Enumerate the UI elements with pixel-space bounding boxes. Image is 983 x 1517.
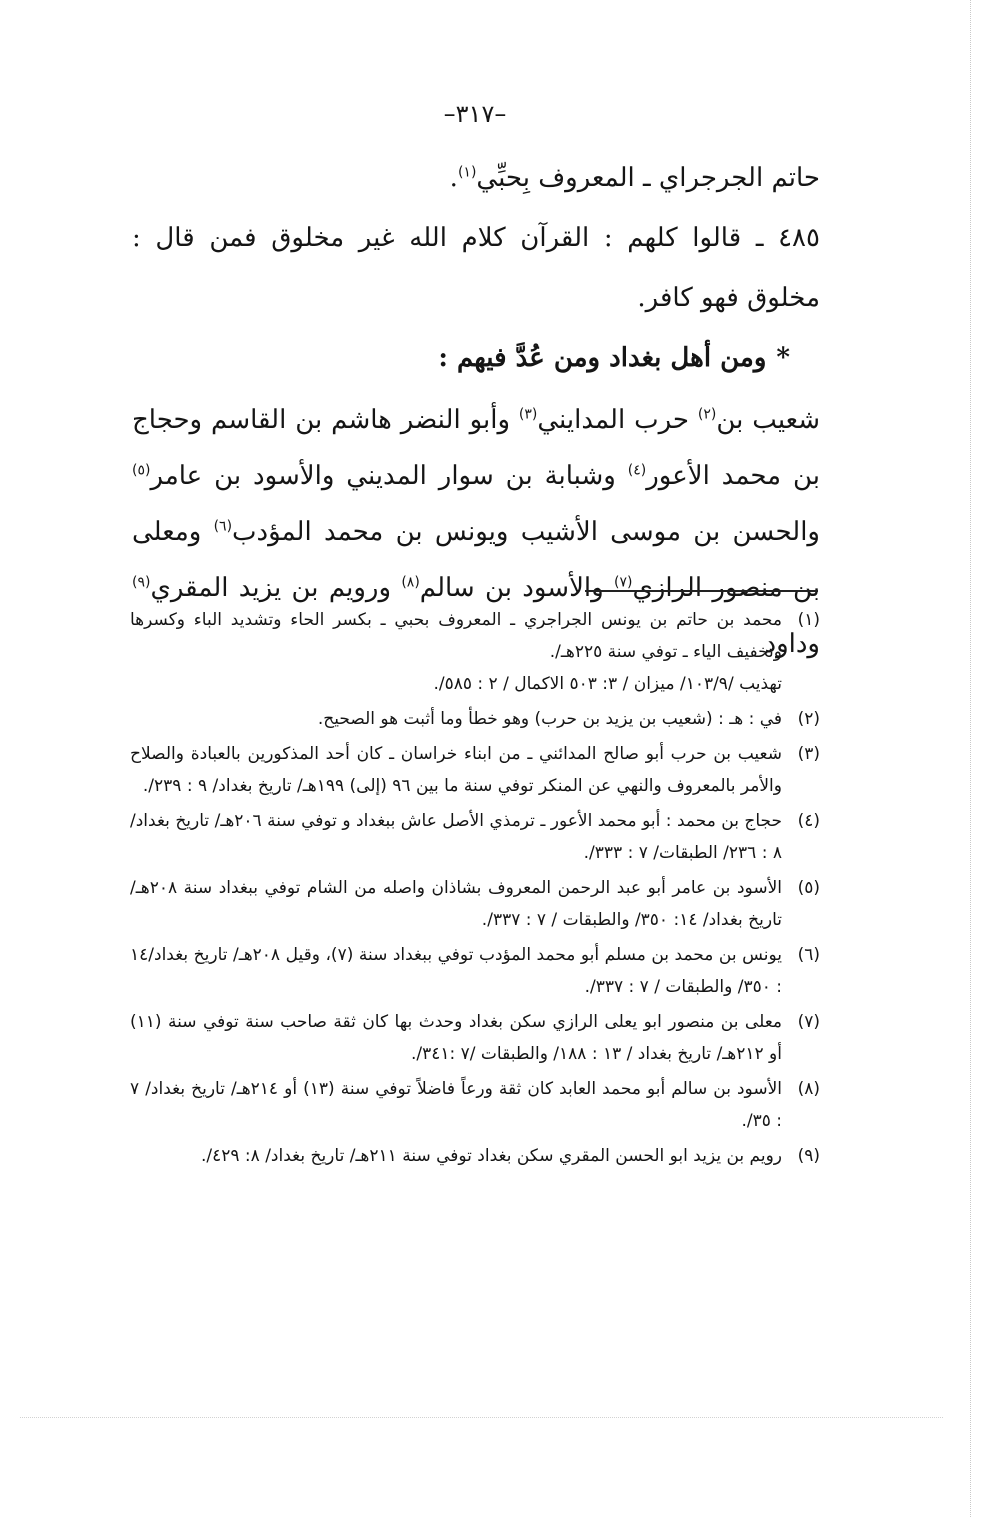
page-edge-line xyxy=(970,0,971,1517)
paragraph-485: ٤٨٥ ـ قالوا كلهم : القرآن كلام الله غير مخلوق فمن قال : مخلوق فهو كافر. xyxy=(132,223,820,313)
name-segment: ورويم بن يزيد المقري xyxy=(150,573,402,603)
footnote-number: (٢) xyxy=(797,709,820,729)
line-hatim xyxy=(132,148,820,208)
name-segment: والأسود بن سالم xyxy=(419,573,614,603)
footnote-ref-7: (٧) xyxy=(613,574,633,591)
footnote-ref-1: (١) xyxy=(457,164,477,181)
footnote-ref-2: (٢) xyxy=(697,406,717,423)
footnote-number: (٩) xyxy=(797,1146,820,1166)
footnote-number: (٥) xyxy=(797,878,820,898)
footnote-line: الأسود بن سالم أبو محمد العابد كان ثقة ورعاً فاضلاً توفي سنة (١٣) أو ٢١٤هـ/ تاريخ بغداد/ ٧ : ٣٥/. xyxy=(130,1079,782,1131)
footnote-1 xyxy=(130,604,820,700)
footnote-2 xyxy=(130,703,820,735)
footnote-ref-9: (٩) xyxy=(132,574,151,591)
line-hatim-end: . xyxy=(449,163,458,193)
footnote-8 xyxy=(130,1073,820,1137)
footnote-7 xyxy=(130,1006,820,1070)
footnotes xyxy=(130,604,820,1175)
footnote-body xyxy=(130,604,782,700)
line-hatim-text: حاتم الجرجراي ـ المعروف بِحبِّي xyxy=(476,163,820,193)
footnote-number: (٧) xyxy=(797,1012,820,1032)
main-text xyxy=(132,148,820,672)
footnote-line: رويم بن يزيد ابو الحسن المقري سكن بغداد توفي سنة ٢١١هـ/ تاريخ بغداد/ ٨: ٤٢٩/. xyxy=(200,1146,782,1166)
star-marker: * xyxy=(776,343,790,373)
footnote-line: شعيب بن حرب أبو صالح المدائني ـ من ابناء خراسان ـ كان أحد المذكورين بالعبادة والصلاح والأمر بالمعروف والنهي عن المنكر توفي سنة ما بين ٩٦ (إلى) ١٩٩هـ/ تاريخ بغداد/ ٩ : ٢٣٩/. xyxy=(130,744,782,796)
footnote-line: الأسود بن عامر أبو عبد الرحمن المعروف بشاذان واصله من الشام توفي ببغداد سنة ٢٠٨هـ/ تاريخ بغداد/ ١٤: ٣٥٠/ والطبقات / ٧ : ٣٣٧/. xyxy=(130,878,782,930)
footnote-body xyxy=(130,703,782,735)
footnote-line: معلى بن منصور ابو يعلى الرازي سكن بغداد وحدث بها كان ثقة صاحب سنة توفي سنة (١١) أو ٢١٢هـ/ تاريخ بغداد / ١٣ : ١٨٨/ والطبقات /٧ :٣٤١/. xyxy=(130,1012,782,1064)
footnote-ref-3: (٣) xyxy=(518,406,538,423)
name-segment: والحسن بن موسى الأشيب ويونس بن محمد المؤدب xyxy=(232,517,820,547)
name-segment: وداود xyxy=(764,629,820,659)
footnote-ref-5: (٥) xyxy=(132,462,151,479)
footnote-body xyxy=(130,1140,782,1172)
footnote-number: (٣) xyxy=(797,744,820,764)
name-segment: شعيب بن xyxy=(716,405,820,435)
footnote-body xyxy=(130,1006,782,1070)
footnote-body xyxy=(130,805,782,869)
footnote-number: (٦) xyxy=(797,945,820,965)
footnote-ref-4: (٤) xyxy=(627,462,647,479)
footnote-ref-6: (٦) xyxy=(213,518,233,535)
footnote-3 xyxy=(130,738,820,802)
footnote-6 xyxy=(130,939,820,1003)
footnote-9 xyxy=(130,1140,820,1172)
name-segment: وشبابة بن سوار المديني والأسود بن عامر xyxy=(150,461,628,491)
footnote-line: تهذيب /١٠٣/٩/ ميزان / ٣: ٥٠٣ الاكمال / ٢ : ٥٨٥/. xyxy=(433,674,782,694)
footnote-line: في : هـ : (شعيب بن يزيد بن حرب) وهو خطأ وما أثبت هو الصحيح. xyxy=(317,709,782,729)
footnote-4 xyxy=(130,805,820,869)
footnote-divider xyxy=(585,590,818,592)
footnote-5 xyxy=(130,872,820,936)
footnote-line: حجاج بن محمد : أبو محمد الأعور ـ ترمذي الأصل عاش ببغداد و توفي سنة ٢٠٦هـ/ تاريخ بغداد/ ٨ : ٢٣٦/ الطبقات/ ٧ : ٣٣٣/. xyxy=(130,811,783,863)
name-segment: حرب المدايني xyxy=(537,405,698,435)
footnote-line: محمد بن حاتم بن يونس الجراجري ـ المعروف بحبي ـ بكسر الحاء وتشديد الباء وكسرها وتخفيف الياء ـ توفي سنة ٢٢٥هـ/. xyxy=(130,610,782,662)
section-heading-text: ومن أهل بغداد ومن عُدَّ فيهم : xyxy=(438,343,767,373)
page-number: –٣١٧– xyxy=(443,100,507,128)
footnote-body xyxy=(130,939,782,1003)
section-heading xyxy=(132,328,820,388)
footnote-number: (٨) xyxy=(797,1079,820,1099)
name-segment: ومعلى بن منصور الرازي xyxy=(132,517,820,603)
scan-bottom-line xyxy=(20,1417,943,1418)
footnote-body xyxy=(130,872,782,936)
footnote-line: يونس بن محمد بن مسلم أبو محمد المؤدب توفي ببغداد سنة (٧)، وقيل ٢٠٨هـ/ تاريخ بغداد/١٤ : ٣٥٠/ والطبقات / ٧ : ٣٣٧/. xyxy=(130,945,782,997)
footnote-body xyxy=(130,1073,782,1137)
footnote-body xyxy=(130,738,782,802)
footnote-number: (١) xyxy=(797,610,820,630)
footnote-number: (٤) xyxy=(797,811,820,831)
name-segment: وأبو النضر هاشم بن القاسم وحجاج بن محمد الأعور xyxy=(132,405,820,491)
footnote-ref-8: (٨) xyxy=(401,574,420,591)
